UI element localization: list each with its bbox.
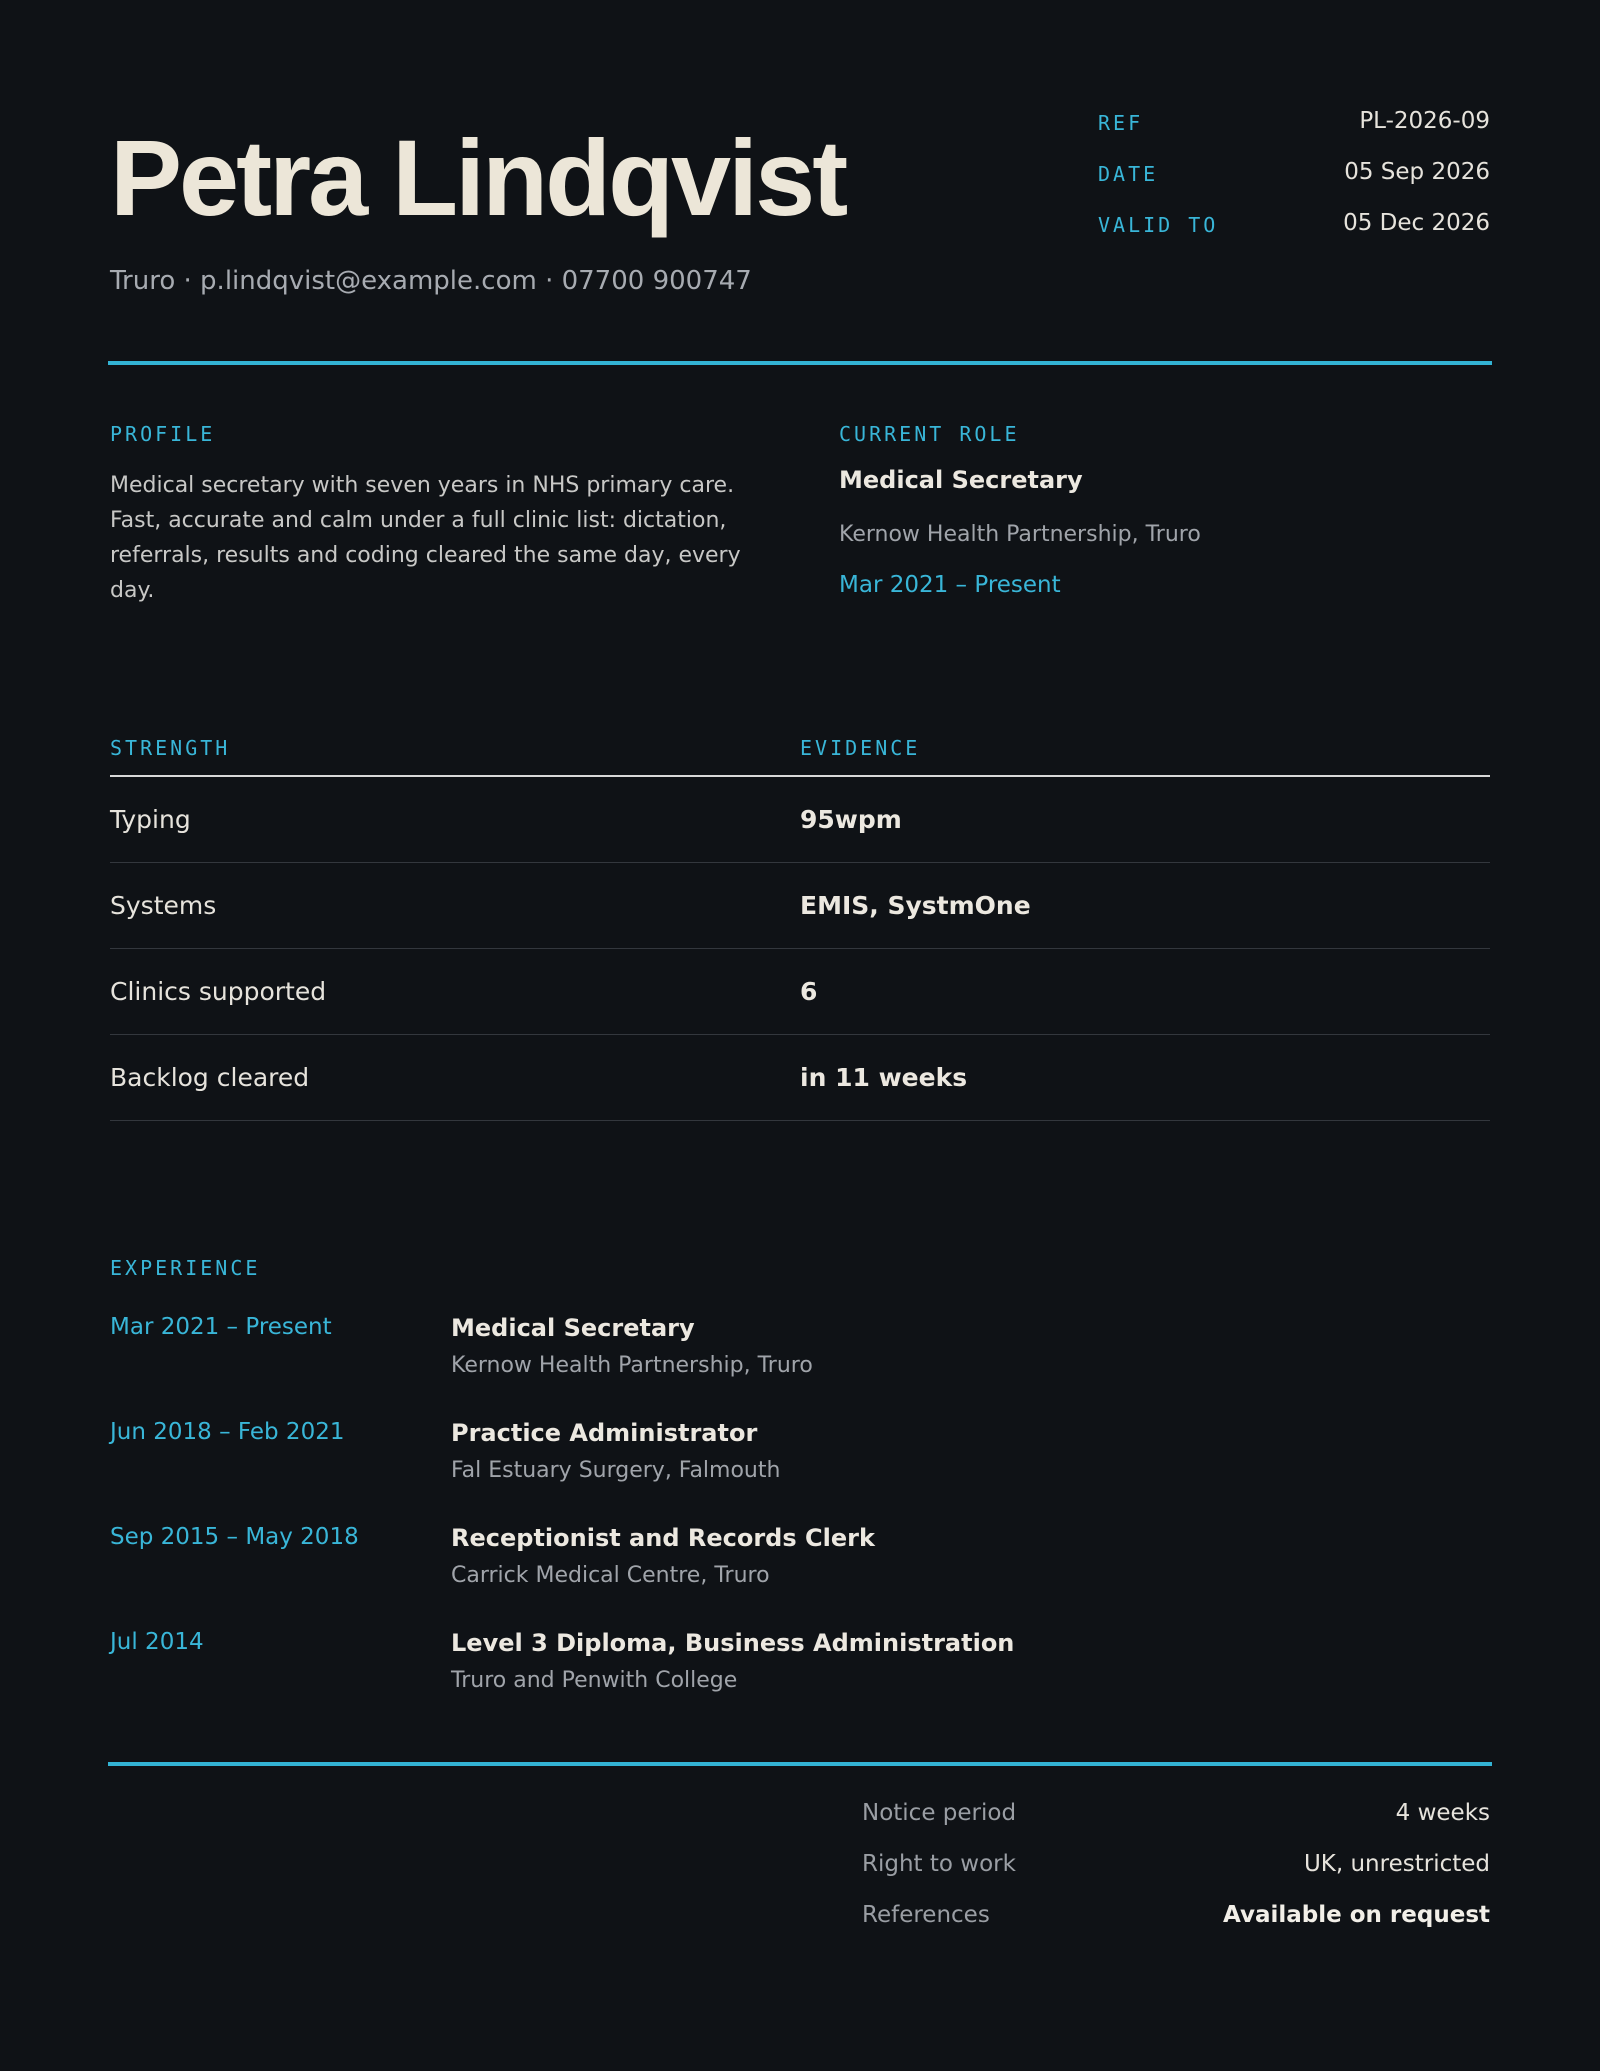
experience-title: Level 3 Diploma, Business Administration (451, 1629, 1015, 1657)
experience-organisation: Truro and Penwith College (451, 1668, 738, 1693)
strength-column-header: STRENGTH (110, 736, 231, 760)
profile-label: PROFILE (110, 422, 216, 446)
experience-organisation: Fal Estuary Surgery, Falmouth (451, 1458, 781, 1483)
meta-date-value: 05 Sep 2026 (1344, 159, 1490, 185)
experience-dates: Jul 2014 (110, 1629, 204, 1655)
footer-divider (108, 1762, 1492, 1766)
table-row (110, 1035, 1490, 1121)
experience-item (110, 1419, 1490, 1519)
experience-label: EXPERIENCE (110, 1256, 261, 1280)
current-role-title: Medical Secretary (839, 466, 1083, 494)
candidate-name: Petra Lindqvist (110, 117, 846, 238)
meta-valid-to-value: 05 Dec 2026 (1343, 210, 1490, 236)
strength-cell: Clinics supported (110, 977, 327, 1006)
notice-period-label: Notice period (862, 1800, 1017, 1826)
experience-organisation: Kernow Health Partnership, Truro (451, 1353, 813, 1378)
experience-item (110, 1629, 1490, 1729)
right-to-work-value: UK, unrestricted (1303, 1851, 1490, 1877)
experience-item (110, 1314, 1490, 1414)
header-divider (108, 361, 1492, 365)
references-label: References (862, 1902, 990, 1928)
table-row (110, 949, 1490, 1035)
meta-ref-label: REF (1098, 111, 1144, 135)
experience-title: Receptionist and Records Clerk (451, 1524, 875, 1552)
experience-dates: Jun 2018 – Feb 2021 (110, 1419, 345, 1445)
current-role-dates: Mar 2021 – Present (839, 572, 1061, 598)
current-role-label: CURRENT ROLE (839, 422, 1020, 446)
right-to-work-label: Right to work (862, 1851, 1016, 1877)
meta-ref-value: PL-2026-09 (1359, 108, 1490, 134)
evidence-cell: EMIS, SystmOne (800, 891, 1031, 920)
notice-period-value: 4 weeks (1395, 1800, 1490, 1826)
evidence-column-header: EVIDENCE (800, 736, 921, 760)
strength-cell: Backlog cleared (110, 1063, 310, 1092)
experience-title: Practice Administrator (451, 1419, 758, 1447)
evidence-cell: 95wpm (800, 805, 902, 834)
strength-cell: Systems (110, 891, 217, 920)
profile-text: Medical secretary with seven years in NHS primary care. Fast, accurate and calm under a full clinic list: dictation, referrals, results and coding cleared the same day, every day. (110, 473, 741, 603)
evidence-cell: 6 (800, 977, 818, 1006)
meta-valid-to-label: VALID TO (1098, 213, 1219, 237)
strength-cell: Typing (110, 805, 191, 834)
experience-dates: Sep 2015 – May 2018 (110, 1524, 359, 1550)
references-value: Available on request (1223, 1902, 1490, 1928)
experience-dates: Mar 2021 – Present (110, 1314, 332, 1340)
experience-item (110, 1524, 1490, 1624)
meta-date-label: DATE (1098, 162, 1159, 186)
current-role-organisation: Kernow Health Partnership, Truro (839, 522, 1201, 547)
experience-organisation: Carrick Medical Centre, Truro (451, 1563, 770, 1588)
table-row (110, 777, 1490, 863)
table-row (110, 863, 1490, 949)
evidence-cell: in 11 weeks (800, 1063, 968, 1092)
contact-line: Truro · p.lindqvist@example.com · 07700 900747 (110, 266, 752, 296)
experience-title: Medical Secretary (451, 1314, 695, 1342)
